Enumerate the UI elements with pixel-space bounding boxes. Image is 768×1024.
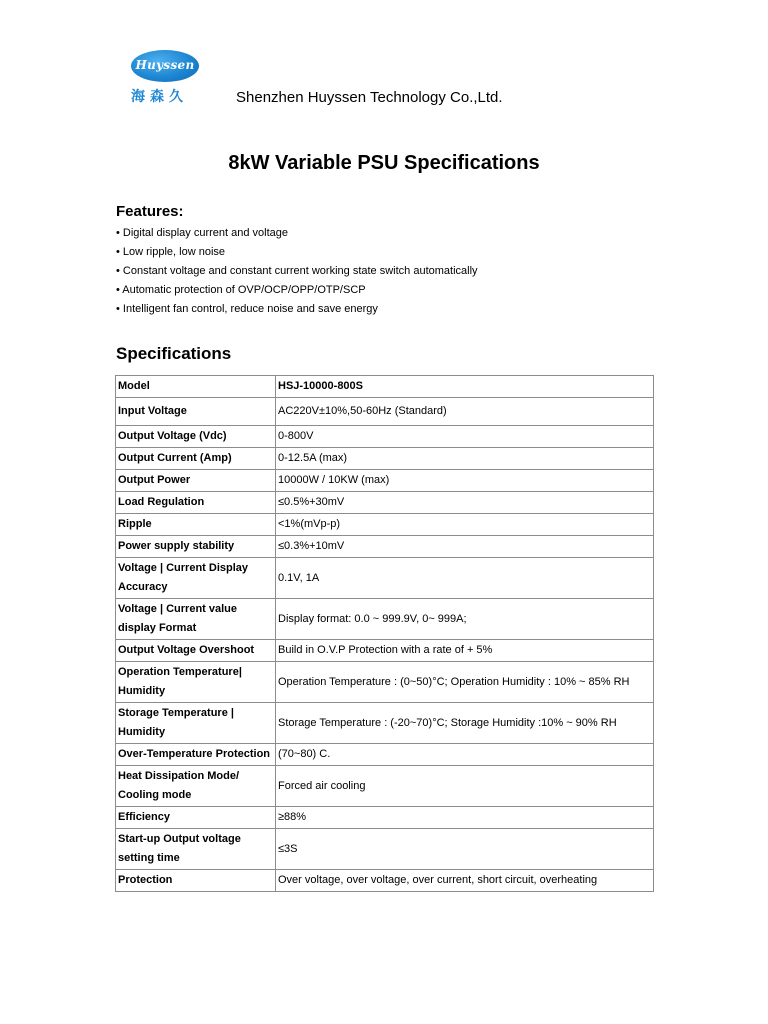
spec-value: Over voltage, over voltage, over current, short circuit, overheating (276, 870, 654, 892)
table-row (116, 640, 654, 662)
spec-key: Output Voltage (Vdc) (116, 426, 276, 448)
specifications-table (115, 375, 654, 892)
spec-key: Voltage | Current value display Format (116, 599, 276, 640)
spec-key: Model (116, 376, 276, 398)
spec-key: Storage Temperature | Humidity (116, 703, 276, 744)
table-row (116, 376, 654, 398)
features-list (116, 224, 478, 319)
spec-key: Output Current (Amp) (116, 448, 276, 470)
table-row (116, 703, 654, 744)
table-row (116, 514, 654, 536)
company-logo (131, 50, 203, 108)
specifications-heading: Specifications (116, 344, 232, 363)
spec-key: Power supply stability (116, 536, 276, 558)
company-name: Shenzhen Huyssen Technology Co.,Ltd. (236, 89, 503, 106)
table-row (116, 662, 654, 703)
feature-item: • Low ripple, low noise (116, 246, 226, 258)
spec-key: Efficiency (116, 807, 276, 829)
spec-key: Output Voltage Overshoot (116, 640, 276, 662)
spec-key: Load Regulation (116, 492, 276, 514)
spec-value: ≤3S (276, 829, 654, 870)
spec-key: Input Voltage (116, 398, 276, 426)
spec-key: Ripple (116, 514, 276, 536)
table-row (116, 492, 654, 514)
spec-key: Voltage | Current Display Accuracy (116, 558, 276, 599)
table-row (116, 766, 654, 807)
spec-value: ≤0.5%+30mV (276, 492, 654, 514)
feature-item: • Automatic protection of OVP/OCP/OPP/OTP/SCP (116, 284, 366, 296)
table-row (116, 870, 654, 892)
feature-item: • Constant voltage and constant current working state switch automatically (116, 265, 478, 277)
table-row (116, 398, 654, 426)
features-heading: Features: (116, 203, 184, 220)
spec-value: Display format: 0.0 ~ 999.9V, 0~ 999A; (276, 599, 654, 640)
logo-wordmark: Huyssen (135, 58, 195, 72)
spec-key: Output Power (116, 470, 276, 492)
spec-value: 0.1V, 1A (276, 558, 654, 599)
feature-item: • Intelligent fan control, reduce noise and save energy (116, 303, 378, 315)
feature-item: • Digital display current and voltage (116, 227, 288, 239)
spec-value: ≤0.3%+10mV (276, 536, 654, 558)
spec-value: Operation Temperature : (0~50)°C; Operation Humidity : 10% ~ 85% RH (276, 662, 654, 703)
table-row (116, 426, 654, 448)
spec-key: Start-up Output voltage setting time (116, 829, 276, 870)
table-row (116, 599, 654, 640)
spec-value: ≥88% (276, 807, 654, 829)
table-row (116, 470, 654, 492)
spec-value: 0-12.5A (max) (276, 448, 654, 470)
spec-value: HSJ-10000-800S (276, 376, 654, 398)
table-row (116, 744, 654, 766)
table-row (116, 448, 654, 470)
spec-value: AC220V±10%,50-60Hz (Standard) (276, 398, 654, 426)
spec-key: Over-Temperature Protection (116, 744, 276, 766)
table-row (116, 558, 654, 599)
document-title: 8kW Variable PSU Specifications (228, 152, 540, 174)
spec-value: <1%(mVp-p) (276, 514, 654, 536)
logo-chinese-name: 海森久 (131, 89, 188, 105)
spec-value: Build in O.V.P Protection with a rate of + 5% (276, 640, 654, 662)
table-row (116, 829, 654, 870)
spec-value: 0-800V (276, 426, 654, 448)
spec-value: Storage Temperature : (-20~70)°C; Storage Humidity :10% ~ 90% RH (276, 703, 654, 744)
spec-key: Operation Temperature| Humidity (116, 662, 276, 703)
spec-value: (70~80) C. (276, 744, 654, 766)
spec-value: 10000W / 10KW (max) (276, 470, 654, 492)
spec-key: Heat Dissipation Mode/ Cooling mode (116, 766, 276, 807)
table-row (116, 807, 654, 829)
spec-key: Protection (116, 870, 276, 892)
spec-value: Forced air cooling (276, 766, 654, 807)
table-row (116, 536, 654, 558)
